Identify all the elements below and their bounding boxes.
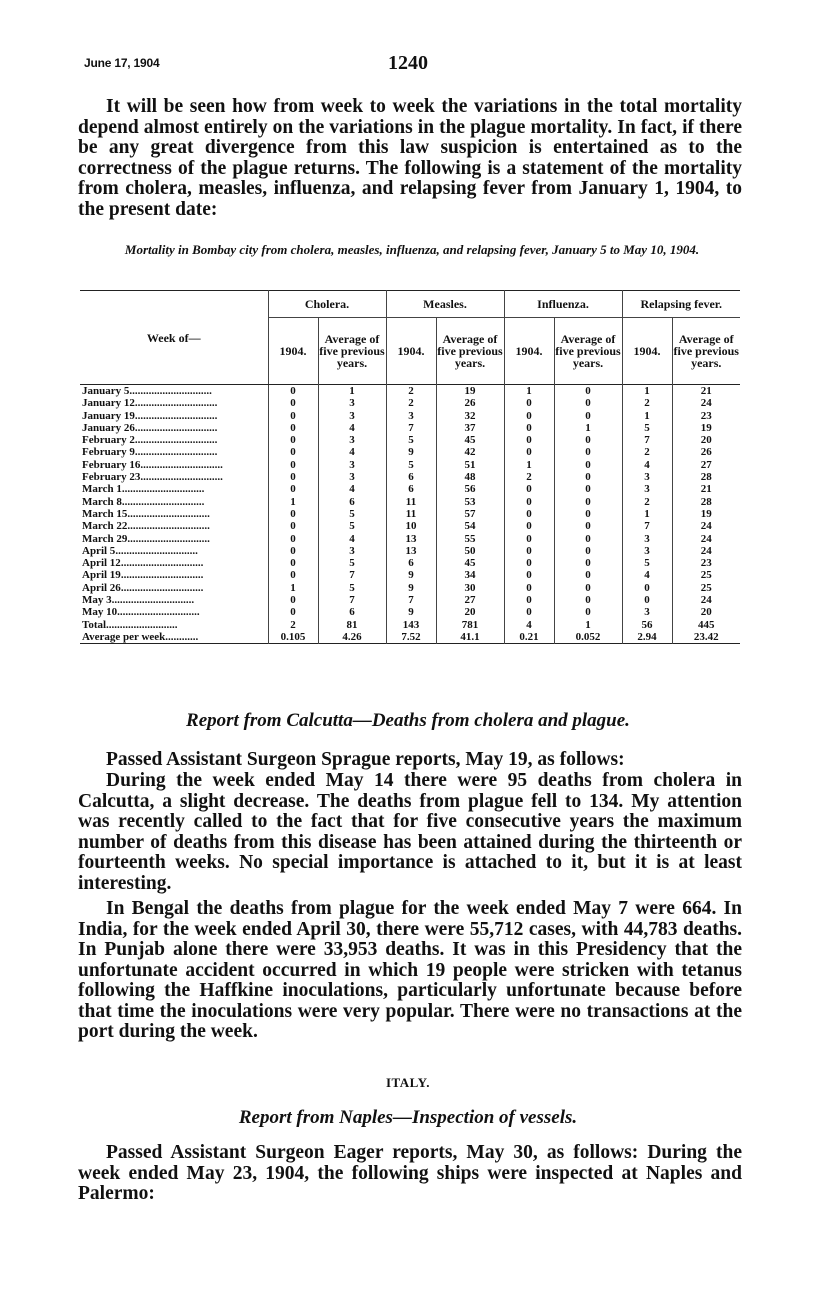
- table-cell: 6: [386, 471, 436, 483]
- week-label: [80, 545, 268, 557]
- table-cell: 23: [672, 410, 740, 422]
- table-cell: 4: [622, 459, 672, 471]
- mortality-table: [80, 290, 740, 644]
- week-name: May 10: [82, 606, 118, 619]
- table-cell: 0: [268, 446, 318, 458]
- total-cell: 4: [504, 619, 554, 631]
- table-cell: 0: [554, 606, 622, 618]
- table-cell: 3: [622, 545, 672, 557]
- italy-heading: ITALY.: [385, 1075, 431, 1090]
- leader-dots: ..............................: [115, 544, 198, 557]
- table-cell: 2: [622, 397, 672, 409]
- table-cell: 3: [318, 545, 386, 557]
- table-cell: 0: [554, 508, 622, 520]
- table-cell: 19: [436, 385, 504, 398]
- average-cell: 0.105: [268, 631, 318, 644]
- table-cell: 9: [386, 446, 436, 458]
- table-cell: 2: [386, 397, 436, 409]
- total-row: [80, 619, 740, 631]
- leader-dots: ..............................: [127, 532, 210, 545]
- table-cell: 32: [436, 410, 504, 422]
- average-cell: 2.94: [622, 631, 672, 644]
- table-cell: 27: [436, 594, 504, 606]
- table-row: [80, 533, 740, 545]
- table-cell: 0: [504, 422, 554, 434]
- table-cell: 0: [504, 446, 554, 458]
- table-cell: 0: [554, 557, 622, 569]
- table-cell: 13: [386, 545, 436, 557]
- table-cell: 21: [672, 483, 740, 495]
- table-cell: 20: [436, 606, 504, 618]
- table-cell: 3: [622, 606, 672, 618]
- table-cell: 24: [672, 594, 740, 606]
- table-cell: 37: [436, 422, 504, 434]
- table-cell: 0: [554, 483, 622, 495]
- table-cell: 0: [268, 459, 318, 471]
- table-cell: 0: [554, 459, 622, 471]
- table-cell: 4: [318, 422, 386, 434]
- table-cell: 3: [622, 533, 672, 545]
- leader-dots: ..............................: [134, 434, 218, 447]
- table-cell: 0: [554, 385, 622, 398]
- week-column-header: Week of—: [80, 291, 268, 385]
- table-cell: 0: [554, 520, 622, 532]
- table-cell: 0: [268, 422, 318, 434]
- table-cell: 26: [436, 397, 504, 409]
- table-cell: 1: [554, 422, 622, 434]
- table-cell: 0: [504, 496, 554, 508]
- table-row: [80, 446, 740, 458]
- week-name: March 8: [82, 495, 122, 508]
- average-cell: 4.26: [318, 631, 386, 644]
- table-row: [80, 434, 740, 446]
- table-cell: 24: [672, 520, 740, 532]
- table-cell: 0: [504, 557, 554, 569]
- week-label: [80, 422, 268, 434]
- table-cell: 3: [318, 459, 386, 471]
- table-cell: 4: [622, 569, 672, 581]
- table-cell: 9: [386, 569, 436, 581]
- table-cell: 0: [554, 594, 622, 606]
- table-cell: 0: [554, 434, 622, 446]
- week-label: [80, 410, 268, 422]
- table-cell: 0: [554, 446, 622, 458]
- table-cell: 9: [386, 582, 436, 594]
- naples-paragraph: Passed Assistant Surgeon Eager reports, May 30, as follows: During the week ended May 23, 1904, the following ships were inspected at Naples and Palermo:: [78, 1142, 742, 1204]
- table-row: [80, 397, 740, 409]
- table-row: [80, 471, 740, 483]
- table-cell: 0: [268, 569, 318, 581]
- table-cell: 6: [386, 557, 436, 569]
- table-body: [80, 385, 740, 644]
- intro-paragraph: It will be seen how from week to week the variations in the total mortality depend almost entirely on the variations in the plague mortality. In fact, if there be any great divergence from this law suspicion is entertained as to the correctness of the plague returns. The following is a statement of the mortality from cholera, measles, influenza, and relapsing fever from January 1, 1904, to the present date:: [78, 96, 742, 220]
- table-cell: 30: [436, 582, 504, 594]
- table-cell: 0: [504, 410, 554, 422]
- leader-dots: ..............................: [129, 385, 212, 397]
- leader-dots: ..............................: [134, 446, 218, 459]
- leader-dots: ..............................: [134, 421, 218, 434]
- table-row: [80, 606, 740, 618]
- calcutta-paragraph-3: In Bengal the deaths from plague for the week ended May 7 were 664. In India, for the week ended April 30, there were 55,712 cases, with 44,783 deaths. In Punjab alone there were 33,953 deaths. It was in this Presidency that the unfortunate accident occurred in which 19 people were stricken with tetanus following the Haffkine inoculations, particularly unfortunate because before that time the inoculations were very popular. There were no transactions at the port during the week.: [78, 898, 742, 1042]
- week-name: April 26: [82, 581, 121, 594]
- average-subheader: Average of five previous years.: [436, 318, 504, 385]
- table-cell: 28: [672, 471, 740, 483]
- table-cell: 53: [436, 496, 504, 508]
- table-cell: 7: [386, 422, 436, 434]
- leader-dots: ..........................: [106, 618, 178, 631]
- table-row: [80, 459, 740, 471]
- naples-heading: Report from Naples—Inspection of vessels.: [238, 1107, 578, 1128]
- week-label: [80, 446, 268, 458]
- table-cell: 4: [318, 483, 386, 495]
- week-label: [80, 520, 268, 532]
- week-name: January 19: [82, 409, 135, 422]
- page-number: 1240: [388, 52, 428, 74]
- table-cell: 0: [268, 434, 318, 446]
- table-cell: 3: [318, 410, 386, 422]
- table-cell: 25: [672, 582, 740, 594]
- table-cell: 4: [318, 533, 386, 545]
- leader-dots: ..............................: [120, 581, 204, 594]
- table-cell: 5: [318, 508, 386, 520]
- total-cell: 445: [672, 619, 740, 631]
- total-cell: 781: [436, 619, 504, 631]
- table-cell: 24: [672, 533, 740, 545]
- table-cell: 0: [268, 594, 318, 606]
- average-cell: 7.52: [386, 631, 436, 644]
- table-cell: 23: [672, 557, 740, 569]
- week-name: February 16: [82, 458, 141, 471]
- table-cell: 7: [386, 594, 436, 606]
- table-cell: 48: [436, 471, 504, 483]
- table-cell: 0: [268, 557, 318, 569]
- table-cell: 0: [504, 545, 554, 557]
- calcutta-heading: Report from Calcutta—Deaths from cholera and plague.: [186, 710, 630, 731]
- average-label: [80, 631, 268, 644]
- average-subheader: Average of five previous years.: [554, 318, 622, 385]
- table-cell: 1: [318, 385, 386, 398]
- table-cell: 21: [672, 385, 740, 398]
- leader-dots: ..............................: [134, 409, 218, 422]
- table-cell: 1: [268, 582, 318, 594]
- week-name: January 5: [82, 385, 130, 397]
- table-cell: 0: [504, 569, 554, 581]
- relapsing-fever-header: Relapsing fever.: [622, 291, 740, 318]
- table-cell: 0: [554, 471, 622, 483]
- table-cell: 26: [672, 446, 740, 458]
- table-row: [80, 594, 740, 606]
- table-cell: 3: [318, 397, 386, 409]
- table-cell: 50: [436, 545, 504, 557]
- table-cell: 0: [554, 569, 622, 581]
- table-cell: 2: [504, 471, 554, 483]
- table-cell: 0: [268, 471, 318, 483]
- table-row: [80, 569, 740, 581]
- year-subheader: 1904.: [268, 318, 318, 385]
- week-label: [80, 594, 268, 606]
- total-cell: 1: [554, 619, 622, 631]
- table-cell: 1: [622, 385, 672, 398]
- table-cell: 5: [622, 557, 672, 569]
- table-cell: 5: [318, 557, 386, 569]
- leader-dots: ..............................: [121, 495, 205, 508]
- table-cell: 0: [504, 434, 554, 446]
- table-cell: 0: [504, 483, 554, 495]
- table-cell: 0: [504, 520, 554, 532]
- table-row: [80, 508, 740, 520]
- table-cell: 27: [672, 459, 740, 471]
- table-cell: 56: [436, 483, 504, 495]
- table-row: [80, 496, 740, 508]
- table-cell: 42: [436, 446, 504, 458]
- table-cell: 11: [386, 496, 436, 508]
- week-label: [80, 496, 268, 508]
- table-cell: 6: [318, 496, 386, 508]
- table-cell: 3: [622, 483, 672, 495]
- table-cell: 0: [504, 582, 554, 594]
- week-label: [80, 385, 268, 398]
- table-cell: 54: [436, 520, 504, 532]
- week-name: March 29: [82, 532, 128, 545]
- average-cell: 41.1: [436, 631, 504, 644]
- total-label: [80, 619, 268, 631]
- week-label: [80, 434, 268, 446]
- table-cell: 11: [386, 508, 436, 520]
- table-cell: 19: [672, 508, 740, 520]
- table-cell: 0: [554, 496, 622, 508]
- year-subheader: 1904.: [504, 318, 554, 385]
- table-cell: 2: [622, 496, 672, 508]
- table-row: [80, 545, 740, 557]
- week-label: [80, 397, 268, 409]
- week-label: [80, 471, 268, 483]
- week-name: March 22: [82, 520, 128, 533]
- table-caption: Mortality in Bombay city from cholera, measles, influenza, and relapsing fever, January 5 to May 10, 1904.: [124, 242, 700, 257]
- table-row: [80, 422, 740, 434]
- table-cell: 5: [386, 459, 436, 471]
- week-name: February 2: [82, 434, 135, 447]
- table-cell: 45: [436, 434, 504, 446]
- table-cell: 10: [386, 520, 436, 532]
- table-cell: 0: [554, 410, 622, 422]
- table-cell: 0: [268, 397, 318, 409]
- calcutta-paragraph-2: During the week ended May 14 there were 95 deaths from cholera in Calcutta, a slight decrease. The deaths from plague fell to 134. My attention was recently called to the fact that for five consecutive years the maximum number of deaths from this disease has been attained during the thirteenth or fourteenth weeks. No special importance is attached to it, but it is at least interesting.: [78, 770, 742, 894]
- table-cell: 7: [318, 594, 386, 606]
- table-cell: 13: [386, 533, 436, 545]
- table-cell: 6: [386, 483, 436, 495]
- week-name: February 9: [82, 446, 135, 459]
- table-cell: 3: [318, 471, 386, 483]
- table-cell: 6: [318, 606, 386, 618]
- table-cell: 1: [622, 410, 672, 422]
- table-row: [80, 483, 740, 495]
- influenza-header: Influenza.: [504, 291, 622, 318]
- table-cell: 0: [504, 397, 554, 409]
- table-cell: 3: [318, 434, 386, 446]
- table-cell: 4: [318, 446, 386, 458]
- table-cell: 0: [504, 606, 554, 618]
- week-name: March 15: [82, 507, 128, 520]
- week-name: February 23: [82, 471, 141, 484]
- table-cell: 7: [622, 434, 672, 446]
- leader-dots: ..............................: [140, 458, 223, 471]
- week-label: [80, 582, 268, 594]
- table-cell: 0: [268, 508, 318, 520]
- total-label-text: Total: [82, 618, 107, 631]
- leader-dots: ..............................: [117, 606, 200, 619]
- table-cell: 5: [386, 434, 436, 446]
- week-name: April 5: [82, 544, 116, 557]
- leader-dots: ............: [165, 630, 199, 643]
- table-cell: 3: [622, 471, 672, 483]
- calcutta-paragraph-1: Passed Assistant Surgeon Sprague reports, May 19, as follows:: [106, 749, 625, 770]
- table-cell: 2: [622, 446, 672, 458]
- measles-header: Measles.: [386, 291, 504, 318]
- table-cell: 1: [622, 508, 672, 520]
- table-cell: 9: [386, 606, 436, 618]
- table-cell: 0: [554, 582, 622, 594]
- table-cell: 0: [554, 545, 622, 557]
- table-row: [80, 582, 740, 594]
- week-label: [80, 459, 268, 471]
- table-cell: 0: [504, 594, 554, 606]
- table-cell: 20: [672, 434, 740, 446]
- year-subheader: 1904.: [622, 318, 672, 385]
- table-cell: 7: [318, 569, 386, 581]
- week-name: January 12: [82, 397, 135, 410]
- total-cell: 56: [622, 619, 672, 631]
- week-name: May 3: [82, 594, 112, 607]
- cholera-header: Cholera.: [268, 291, 386, 318]
- leader-dots: ..............................: [111, 594, 195, 607]
- week-label: [80, 557, 268, 569]
- table-cell: 34: [436, 569, 504, 581]
- table-row: [80, 385, 740, 398]
- leader-dots: ..............................: [120, 557, 204, 570]
- table-row: [80, 557, 740, 569]
- table-cell: 0: [554, 533, 622, 545]
- table-cell: 0: [268, 483, 318, 495]
- table-cell: 20: [672, 606, 740, 618]
- average-subheader: Average of five previous years.: [318, 318, 386, 385]
- week-label: [80, 508, 268, 520]
- table-cell: 0: [268, 520, 318, 532]
- total-cell: 143: [386, 619, 436, 631]
- average-subheader: Average of five previous years.: [672, 318, 740, 385]
- table-cell: 1: [504, 459, 554, 471]
- average-row: [80, 631, 740, 644]
- table-cell: 0: [622, 582, 672, 594]
- table-cell: 0: [268, 606, 318, 618]
- table-cell: 25: [672, 569, 740, 581]
- week-label: [80, 483, 268, 495]
- leader-dots: ..............................: [127, 507, 210, 520]
- table-cell: 2: [386, 385, 436, 398]
- table-cell: 0: [268, 410, 318, 422]
- week-label: [80, 569, 268, 581]
- table-cell: 0: [622, 594, 672, 606]
- average-cell: 0.052: [554, 631, 622, 644]
- table-cell: 55: [436, 533, 504, 545]
- table-cell: 28: [672, 496, 740, 508]
- leader-dots: ..............................: [140, 471, 223, 484]
- leader-dots: ..............................: [120, 569, 204, 582]
- week-name: April 12: [82, 557, 121, 570]
- table-cell: 0: [268, 545, 318, 557]
- table-cell: 19: [672, 422, 740, 434]
- total-cell: 81: [318, 619, 386, 631]
- total-cell: 2: [268, 619, 318, 631]
- year-subheader: 1904.: [386, 318, 436, 385]
- table-cell: 57: [436, 508, 504, 520]
- table-cell: 51: [436, 459, 504, 471]
- table-cell: 5: [318, 520, 386, 532]
- table-cell: 5: [318, 582, 386, 594]
- leader-dots: ..............................: [127, 520, 210, 533]
- leader-dots: ..............................: [121, 483, 205, 496]
- leader-dots: ..............................: [134, 397, 218, 410]
- week-label: [80, 533, 268, 545]
- table-cell: 1: [268, 496, 318, 508]
- table-cell: 45: [436, 557, 504, 569]
- table-cell: 7: [622, 520, 672, 532]
- table-cell: 0: [268, 533, 318, 545]
- table-cell: 24: [672, 545, 740, 557]
- average-cell: 23.42: [672, 631, 740, 644]
- table-cell: 0: [268, 385, 318, 398]
- table-cell: 24: [672, 397, 740, 409]
- week-name: March 1: [82, 483, 122, 496]
- average-label-text: Average per week: [82, 630, 166, 643]
- week-label: [80, 606, 268, 618]
- table-row: [80, 410, 740, 422]
- week-name: January 26: [82, 421, 135, 434]
- table-cell: 1: [504, 385, 554, 398]
- week-name: April 19: [82, 569, 121, 582]
- average-cell: 0.21: [504, 631, 554, 644]
- table-cell: 0: [554, 397, 622, 409]
- table-cell: 0: [504, 508, 554, 520]
- table-cell: 0: [504, 533, 554, 545]
- table-row: [80, 520, 740, 532]
- table-cell: 5: [622, 422, 672, 434]
- page-date: June 17, 1904: [84, 56, 160, 70]
- table-cell: 3: [386, 410, 436, 422]
